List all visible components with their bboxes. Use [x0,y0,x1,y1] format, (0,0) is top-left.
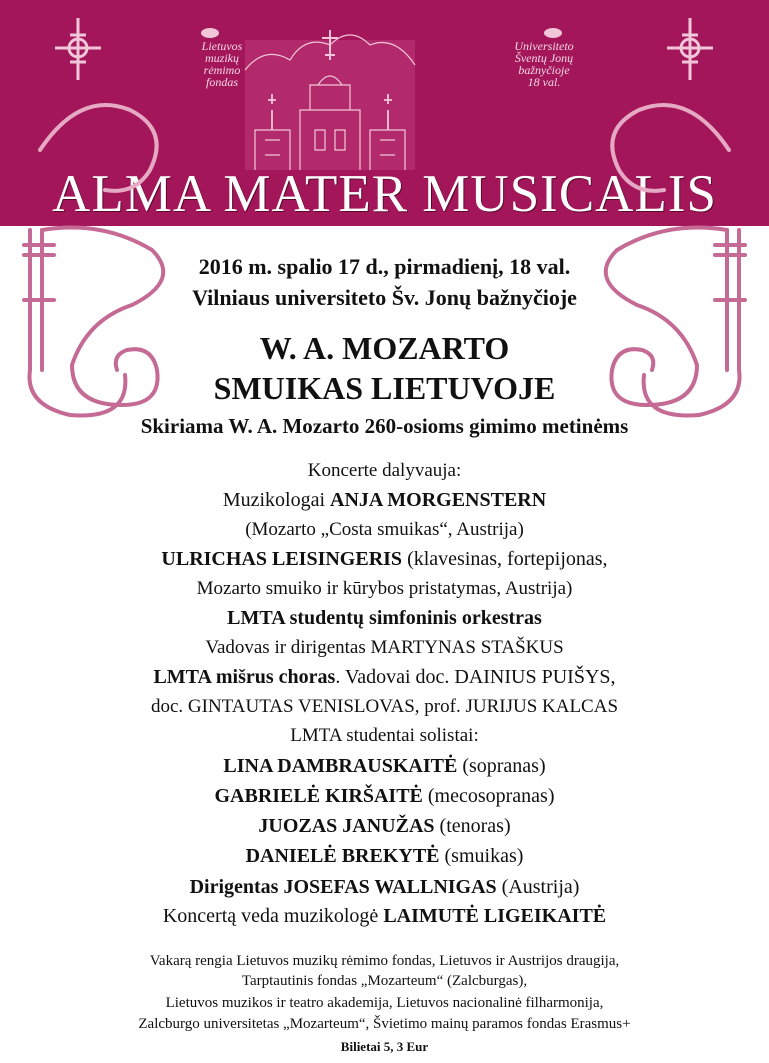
event-date: 2016 m. spalio 17 d., pirmadienį, 18 val. [198,254,571,279]
event-venue: Vilniaus universiteto Šv. Jonų bažnyčioje [192,285,577,310]
leisinger-line: ULRICHAS LEISINGERIS (klavesinas, fortepijonas, [161,548,608,570]
choir-line: LMTA mišrus choras. Vadovai doc. DAINIUS PUIŠYS, [153,666,616,688]
poster-title: ALMA MATER MUSICALIS [52,165,717,223]
soloist-1: LINA DAMBRAUSKAITĖ (sopranas) [223,755,546,777]
organizers-line-1: Vakarą rengia Lietuvos muzikų rėmimo fondas, Lietuvos ir Austrijos draugija, [149,953,620,969]
choir-leaders: doc. GINTAUTAS VENISLOVAS, prof. JURIJUS KALCAS [150,696,619,717]
musicologist-line: Muzikologai ANJA MORGENSTERN [222,489,547,511]
event-title-line2: SMUIKAS LIETUVOJE [213,370,556,406]
orchestra-leader: Vadovas ir dirigentas MARTYNAS STAŠKUS [205,637,564,658]
header-banner [0,0,769,226]
soloist-3: JUOZAS JANUŽAS (tenoras) [258,815,511,837]
organizers-line-4: Zalcburgo universitetas „Mozarteum“, Švietimo mainų paramos fondas Erasmus+ [138,1016,631,1032]
ticket-price: Bilietai 5, 3 Eur [340,1039,429,1054]
participants-heading: Koncerte dalyvauja: [307,460,462,481]
musicologist-note: (Mozarto „Costa smuikas“, Austrija) [245,519,524,540]
organizers-line-3: Lietuvos muzikos ir teatro akademija, Lietuvos nacionalinė filharmonija, [165,995,604,1011]
leisinger-note: Mozarto smuiko ir kūrybos pristatymas, Austrija) [196,578,573,599]
foundation-label: Lietuvos muzikų rėmimo fondas [201,39,243,89]
church-label: Universiteto Šventų Jonų bažnyčioje 18 val. [514,39,574,89]
soloist-4: DANIELĖ BREKYTĖ (smuikas) [245,845,524,867]
soloists-heading: LMTA studentai solistai: [290,725,479,746]
organizers-line-2: Tarptautinis fondas „Mozarteum“ (Zalcburgas), [241,973,528,989]
host-line: Koncertą veda muzikologė LAIMUTĖ LIGEIKAITĖ [162,905,607,927]
conductor-line: Dirigentas JOSEFAS WALLNIGAS (Austrija) [189,876,580,898]
orchestra: LMTA studentų simfoninis orkestras [227,607,542,629]
event-title-line1: W. A. MOZARTO [259,330,510,366]
soloist-2: GABRIELĖ KIRŠAITĖ (mecosopranas) [214,785,555,807]
event-dedication: Skiriama W. A. Mozarto 260-osioms gimimo metinėms [140,414,629,438]
